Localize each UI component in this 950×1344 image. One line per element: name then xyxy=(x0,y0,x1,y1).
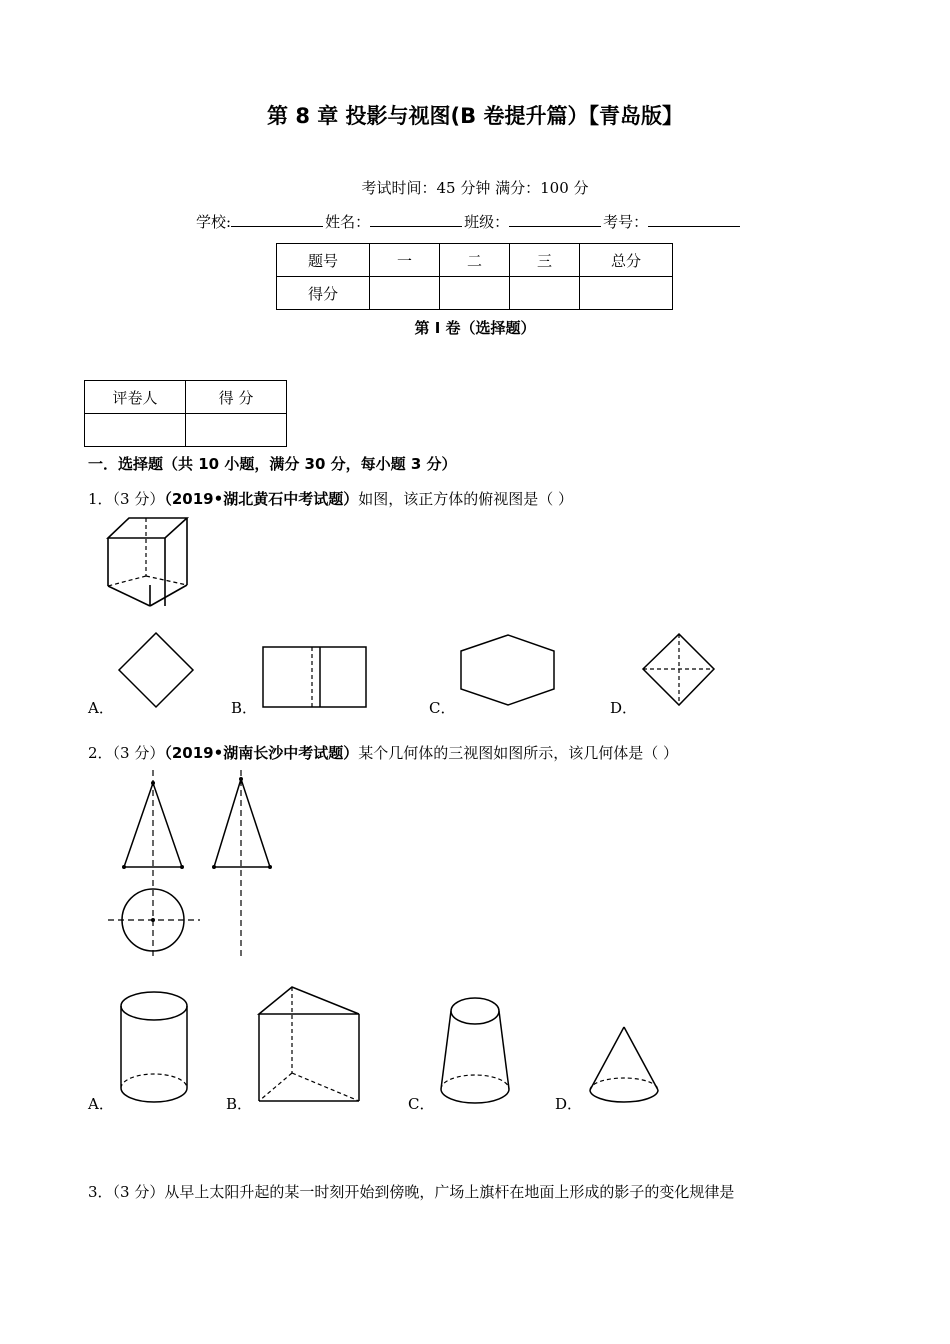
part-title: 第 I 卷（选择题） xyxy=(414,319,536,337)
section-title: 一．选择题（共 10 小题，满分 30 分，每小题 3 分） xyxy=(88,455,457,473)
school-label: 学校: xyxy=(196,213,232,231)
score-header-number: 题号 xyxy=(277,244,370,277)
exam-number-label: 考号： xyxy=(603,213,649,231)
score-header-1: 一 xyxy=(370,244,440,277)
question-points: （3 分） xyxy=(112,744,165,762)
grader-label: 评卷人 xyxy=(85,381,186,414)
question-source: （2019•湖南长沙中考试题） xyxy=(164,744,359,762)
q2-option-d-label: D． xyxy=(555,1095,583,1113)
question-points: （3 分） xyxy=(112,1183,165,1201)
question-number: 2． xyxy=(88,744,113,762)
question-number: 3． xyxy=(88,1183,113,1201)
document-title: 第 8 章 投影与视图(B 卷提升篇）【青岛版】 xyxy=(267,104,683,128)
score-header-2: 二 xyxy=(440,244,510,277)
question-source: （2019•湖北黄石中考试题） xyxy=(164,490,359,508)
question-number: 1． xyxy=(88,490,113,508)
class-label: 班级： xyxy=(464,213,510,231)
question-text: 如图，该正方体的俯视图是（ ） xyxy=(358,490,573,508)
q1-option-c-label: C． xyxy=(429,699,456,717)
grader-score-label: 得 分 xyxy=(186,381,287,414)
exam-info: 考试时间：45 分钟 满分：100 分 xyxy=(361,179,589,197)
q2-option-b-label: B． xyxy=(226,1095,253,1113)
score-header-3: 三 xyxy=(510,244,580,277)
question-text: 某个几何体的三视图如图所示，该几何体是（ ） xyxy=(358,744,678,762)
score-row-label: 得分 xyxy=(277,277,370,310)
q2-option-c-label: C． xyxy=(408,1095,435,1113)
q1-option-d-label: D． xyxy=(610,699,638,717)
q1-option-a-label: A． xyxy=(88,699,114,717)
q1-option-b-label: B． xyxy=(231,699,258,717)
question-points: （3 分） xyxy=(112,490,165,508)
name-label: 姓名： xyxy=(325,213,371,231)
q2-option-a-label: A． xyxy=(88,1095,114,1113)
question-text: 从早上太阳升起的某一时刻开始到傍晚，广场上旗杆在地面上形成的影子的变化规律是 xyxy=(164,1183,735,1201)
score-header-total: 总分 xyxy=(580,244,673,277)
question-3 xyxy=(88,1181,734,1202)
